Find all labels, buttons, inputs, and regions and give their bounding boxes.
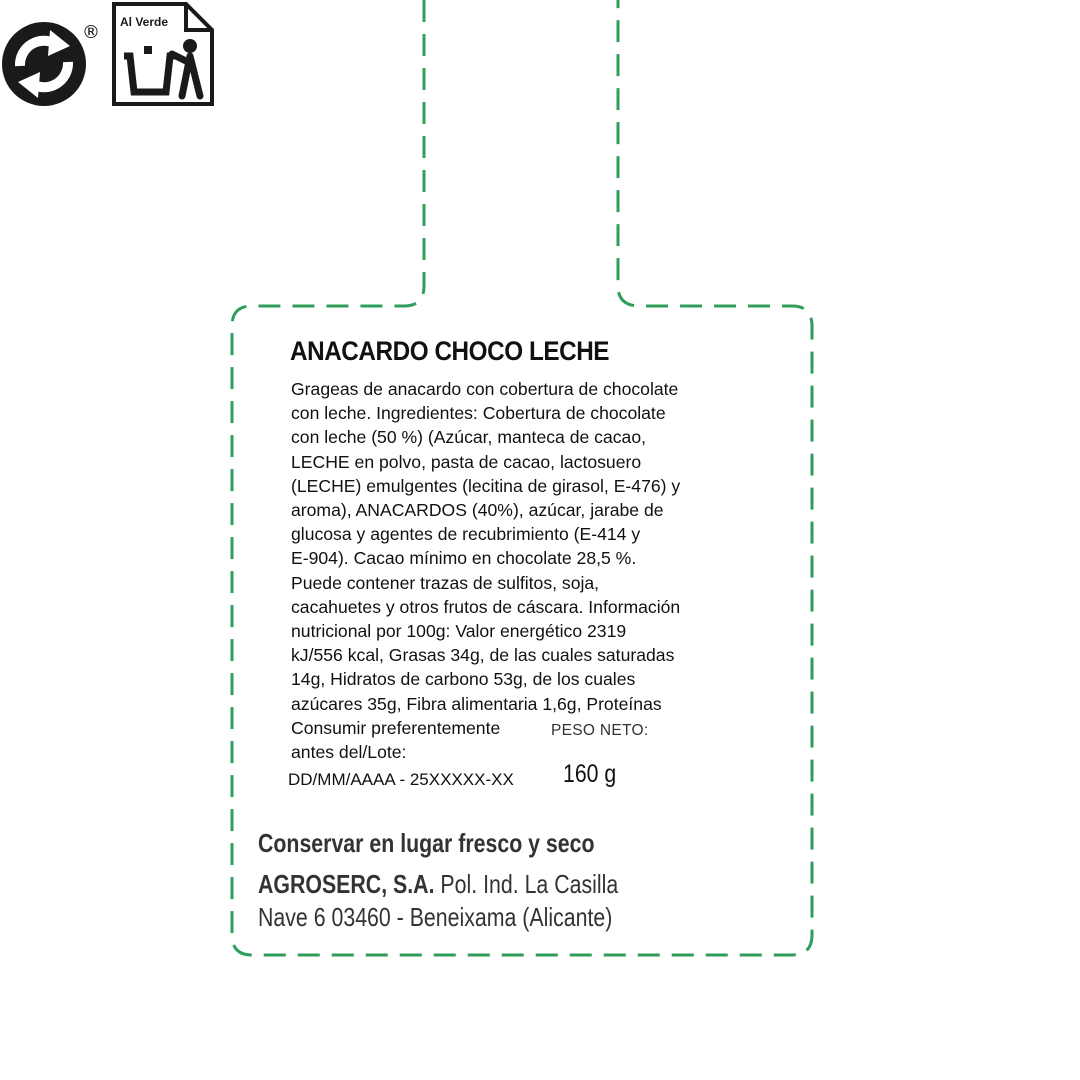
lot-code: DD/MM/AAAA - 25XXXXX-XX	[288, 770, 514, 789]
company-address: Nave 6 03460 - Beneixama (Alicante)	[258, 902, 613, 932]
net-weight-value: 160 g	[563, 760, 617, 788]
company-location: Pol. Ind. La Casilla	[434, 869, 619, 899]
al-verde-label: Al Verde	[120, 15, 169, 29]
storage-instructions: Conservar en lugar fresco y seco	[258, 828, 595, 858]
net-weight-label: PESO NETO:	[551, 722, 649, 739]
product-title: ANACARDO CHOCO LECHE	[290, 336, 610, 366]
company-name: AGROSERC, S.A.	[258, 869, 435, 899]
ingredients-text: Grageas de anacardo con cobertura de chocolate con leche. Ingredientes: Cobertura de chocolate con leche (50 %) (Azúcar, manteca de cacao, LECHE en polvo, pasta de cacao, lactosuero (LECHE) emulgentes (lecitina de girasol, E-476) y aroma), ANACARDOS (40%), azúcar, jarabe de glucosa y agentes de recubrimiento (E-414 y E-904). Cacao mínimo en chocolate 28,5 %. Puede contener trazas de sulfitos, soja, cacahuetes y otros frutos de cáscara. Información nutricional por 100g: Valor energético 2319 kJ/556 kcal, Grasas 34g, de las cuales saturadas 14g, Hidratos de carbono 53g, de los cuales azúcares 35g, Fibra alimentaria 1,6g, Proteínas	[291, 379, 681, 714]
best-before-text: Consumir preferentemente antes del/Lote:	[291, 718, 501, 763]
company-line	[258, 869, 618, 900]
registered-mark-icon: ®	[82, 22, 100, 43]
